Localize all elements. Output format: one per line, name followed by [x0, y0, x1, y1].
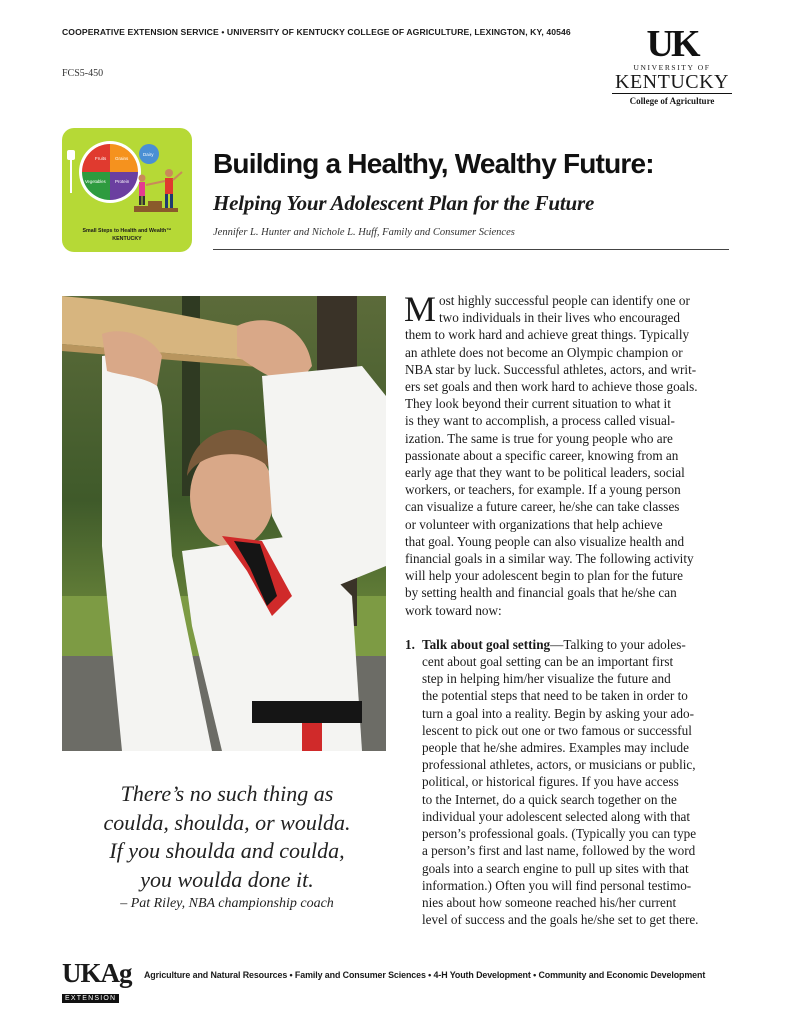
- list-item-number: 1.: [405, 636, 415, 652]
- plate-protein-section: [110, 172, 138, 200]
- body-text-column: [404, 289, 731, 928]
- uk-logo-university: UNIVERSITY OF: [633, 63, 711, 72]
- page-subtitle: Helping Your Adolescent Plan for the Future: [213, 191, 595, 215]
- list-line: professional athletes, actors, or musicians or public,: [422, 757, 696, 773]
- list-line: political, or historical figures. If you have access: [422, 774, 679, 790]
- footer-program-areas: Agriculture and Natural Resources • Family and Consumer Sciences • 4-H Youth Development • Community and Economic Development: [144, 970, 706, 980]
- martial-arts-photo: [62, 296, 386, 751]
- page-footer: [62, 958, 731, 1000]
- list-line: information.) Often you will find personal testimo-: [422, 877, 692, 893]
- intro-line: that goal. Young people can also visualize health and: [405, 533, 685, 549]
- document-number: FCS5-450: [62, 68, 104, 79]
- intro-line: ers set goals and then work hard to achieve those goals.: [405, 379, 698, 395]
- extension-header: [62, 27, 571, 37]
- uk-logo-college: College of Agriculture: [629, 96, 715, 106]
- page-title: Building a Healthy, Wealthy Future:: [213, 148, 654, 179]
- drop-cap: M: [404, 289, 437, 329]
- list-line: cent about goal setting can be an important first: [422, 654, 674, 670]
- pull-quote: [62, 780, 392, 912]
- authors: Jennifer L. Hunter and Nichole L. Huff, Family and Consumer Sciences: [213, 227, 515, 238]
- intro-paragraph: [404, 289, 731, 619]
- intro-line: early age that they want to be political leaders, social: [405, 465, 685, 481]
- quote-line: you woulda done it.: [140, 866, 314, 892]
- list-line: [422, 636, 731, 653]
- uk-logo-mark: UK: [646, 23, 698, 65]
- list-line: to the Internet, do a quick search together on the: [422, 791, 677, 807]
- program-logo-caption-line2: KENTUCKY: [112, 236, 142, 242]
- list-line: a person’s first and last name, followed by the word: [422, 843, 696, 859]
- intro-line: will help your adolescent begin to plan for the future: [405, 568, 683, 584]
- header-separator: •: [218, 27, 227, 37]
- list-line: step in helping him/her visualize the future and: [422, 671, 671, 687]
- plate-grains-label: Grains: [115, 156, 129, 161]
- program-logo-caption: [62, 227, 192, 243]
- list-line: level of success and the goals he/she set to get there.: [422, 912, 699, 928]
- intro-line: is they want to accomplish, a process called visual-: [405, 413, 675, 429]
- list-item-body: [405, 636, 731, 928]
- list-line: the potential steps that need to be taken in order to: [422, 688, 688, 704]
- plate-vegetables-section: [82, 172, 110, 200]
- list-item: [405, 636, 731, 928]
- intro-line: passionate about a specific career, knowing from an: [405, 447, 679, 463]
- list-line: lescent to pick out one or two famous or successful: [422, 722, 692, 738]
- numbered-list: [405, 636, 731, 928]
- title-divider: [213, 249, 729, 250]
- intro-line: by setting health and financial goals that he/she can: [405, 585, 677, 601]
- healthy-plate-illustration: [62, 128, 192, 228]
- list-line: person’s professional goals. (Typically you can type: [422, 826, 697, 842]
- quote-line: coulda, shoulda, or woulda.: [103, 809, 351, 835]
- intro-line: them to work hard and achieve great things. Typically: [405, 327, 690, 343]
- list-line: turn a goal into a reality. Begin by asking your ado-: [422, 705, 694, 721]
- quote-text: [62, 780, 392, 894]
- intro-line: ost highly successful people can identify one or: [439, 293, 690, 308]
- plate-fruits-label: Fruits: [95, 156, 107, 161]
- quote-line: There’s no such thing as: [120, 781, 334, 806]
- girl-board-break-photo: [62, 296, 386, 751]
- intro-line: or volunteer with organizations that help achieve: [405, 516, 663, 532]
- intro-line: NBA star by luck. Successful athletes, actors, and writ-: [405, 361, 697, 377]
- plate-dairy-label: Dairy: [143, 152, 154, 157]
- uk-logo-state: KENTUCKY: [612, 72, 732, 94]
- intro-line: an athlete does not become an Olympic champion or: [405, 344, 683, 360]
- ukag-extension-logo: [62, 960, 130, 1000]
- intro-line: They look beyond their current situation to what it: [405, 396, 671, 412]
- list-line: goals into a search engine to pull up sites with that: [422, 860, 689, 876]
- plate-vegetables-label: Vegetables: [85, 179, 106, 184]
- plate-protein-label: Protein: [115, 179, 130, 184]
- intro-line: can visualize a future career, he/she can take classes: [405, 499, 680, 515]
- program-logo-caption-line1: Small Steps to Health and Wealth™: [82, 228, 172, 234]
- uk-college-of-agriculture-logo: [612, 23, 732, 106]
- intro-line: workers, or teachers, for example. If a young person: [405, 482, 681, 498]
- ukag-logo-extension: EXTENSION: [62, 994, 119, 1003]
- intro-line: ization. The same is true for young people who are: [405, 430, 673, 446]
- ukag-logo-text: UKAg: [62, 958, 132, 988]
- small-steps-program-logo: [62, 128, 192, 252]
- quote-line: If you shoulda and coulda,: [109, 838, 345, 863]
- list-item-lead: Talk about goal setting: [422, 636, 551, 652]
- list-line: nies about how someone reached his/her current: [422, 894, 677, 910]
- intro-line: two individuals in their lives who encouraged: [439, 310, 681, 326]
- intro-line: work toward now:: [405, 602, 502, 618]
- header-organization-bold: COOPERATIVE EXTENSION SERVICE: [62, 27, 219, 37]
- intro-line: financial goals in a similar way. The following activity: [405, 551, 694, 567]
- quote-attribution: – Pat Riley, NBA championship coach: [120, 896, 334, 911]
- list-item-lead-rest: —Talking to your adoles-: [550, 636, 686, 652]
- header-organization-address: UNIVERSITY OF KENTUCKY COLLEGE OF AGRICULTURE, LEXINGTON, KY, 40546: [226, 27, 571, 37]
- list-line: people that he/she admires. Examples may include: [422, 740, 689, 756]
- list-line: individual your adolescent selected along with that: [422, 808, 691, 824]
